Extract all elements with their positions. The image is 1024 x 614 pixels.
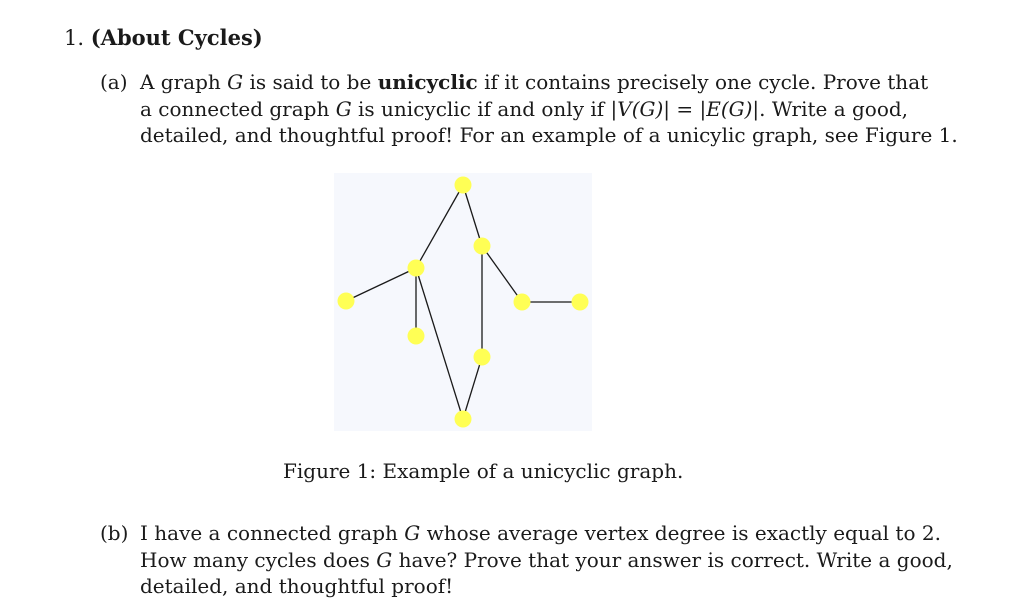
text-run: is said to be bbox=[243, 70, 378, 94]
part-a-line-3: detailed, and thoughtful proof! For an example of a unicylic graph, see Figure 1. bbox=[140, 123, 958, 147]
figure-graph bbox=[334, 173, 592, 431]
problem-title: (About Cycles) bbox=[90, 25, 263, 50]
graph-vertex bbox=[338, 293, 355, 310]
part-b-line-2 bbox=[140, 547, 953, 574]
text-run: is unicyclic if and only if bbox=[351, 96, 611, 121]
graph-edge bbox=[482, 246, 522, 302]
math-variable: G bbox=[227, 70, 244, 94]
graph-edge bbox=[416, 268, 463, 419]
graph-vertex bbox=[455, 177, 472, 194]
graph-vertex bbox=[474, 238, 491, 255]
part-b bbox=[100, 520, 953, 600]
graph-drawing bbox=[334, 173, 592, 431]
part-a-label: (a) bbox=[100, 70, 128, 94]
problem-heading bbox=[64, 24, 263, 52]
math-expression: |V(G)| = |E(G)| bbox=[610, 96, 760, 121]
part-b-text bbox=[140, 520, 953, 600]
text-run: have? Prove that your answer is correct. Write a good, bbox=[392, 547, 953, 572]
text-run: I have a connected graph bbox=[140, 521, 405, 545]
text-run: if it contains precisely one cycle. Prove that bbox=[477, 70, 929, 94]
figure-caption: Figure 1: Example of a unicyclic graph. bbox=[283, 459, 684, 483]
graph-vertex bbox=[572, 294, 589, 311]
graph-edge bbox=[346, 268, 416, 301]
text-run: . Write a good, bbox=[759, 96, 909, 121]
graph-vertex bbox=[408, 328, 425, 345]
math-variable: G bbox=[404, 521, 421, 545]
part-a bbox=[100, 69, 958, 149]
part-b-line-3: detailed, and thoughtful proof! bbox=[140, 574, 454, 598]
text-run: whose average vertex degree is exactly equal to 2. bbox=[420, 521, 941, 545]
text-run: How many cycles does bbox=[140, 547, 377, 572]
math-variable: G bbox=[335, 96, 352, 121]
problem-number: 1. bbox=[64, 26, 85, 50]
part-a-line-1 bbox=[140, 69, 929, 96]
graph-vertex bbox=[455, 411, 472, 428]
part-b-label: (b) bbox=[100, 521, 129, 545]
graph-vertex bbox=[408, 260, 425, 277]
graph-edge bbox=[463, 185, 482, 246]
graph-vertex bbox=[514, 294, 531, 311]
graph-edge bbox=[416, 185, 463, 268]
math-variable: G bbox=[376, 547, 393, 572]
graph-edges bbox=[346, 185, 580, 419]
part-a-line-2 bbox=[140, 96, 909, 123]
graph-vertex bbox=[474, 349, 491, 366]
part-b-line-1 bbox=[140, 520, 941, 547]
text-run: a connected graph bbox=[140, 96, 336, 121]
graph-edge bbox=[463, 357, 482, 419]
term-unicyclic: unicyclic bbox=[377, 70, 478, 94]
part-a-text bbox=[140, 69, 958, 149]
text-run: A graph bbox=[140, 70, 228, 94]
